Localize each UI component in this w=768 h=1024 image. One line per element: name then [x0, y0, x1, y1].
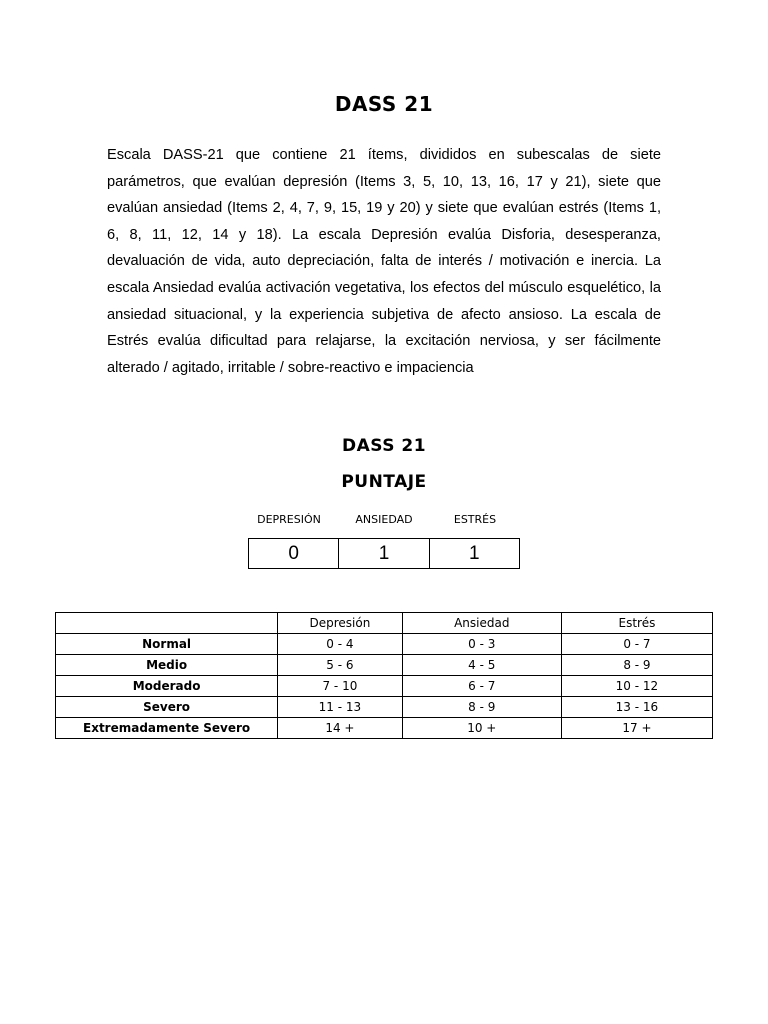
score-box	[248, 538, 520, 569]
intro-paragraph: Escala DASS-21 que contiene 21 ítems, divididos en subescalas de siete parámetros, que evalúan depresión (Items 3, 5, 10, 13, 16, 17 y 21), siete que evalúan ansiedad (Items 2, 4, 7, 9, 15, 19 y 20) y siete que evalúan estrés (Items 1, 6, 8, 11, 12, 14 y 18). La escala Depresión evalúa Disforia, desesperanza, devaluación de vida, auto depreciación, falta de interés / motivación e inercia. La escala Ansiedad evalúa activación vegetativa, los efectos del músculo esquelético, la ansiedad situacional, y la experiencia subjetiva de afecto ansioso. La escala de Estrés evalúa dificultad para relajarse, la excitación nerviosa, y ser fácilmente alterado / agitado, irritable / sobre-reactivo e impaciencia	[107, 147, 661, 376]
table-header-row	[56, 613, 713, 634]
cell-estres: 8 - 9	[561, 655, 712, 676]
score-value-ansiedad: 1	[339, 539, 429, 568]
score-header-depresion: DEPRESIÓN	[257, 513, 321, 526]
cell-ansiedad: 0 - 3	[402, 634, 561, 655]
score-value-depresion: 0	[249, 539, 339, 568]
cell-depresion: 5 - 6	[278, 655, 403, 676]
page-title: DASS 21	[334, 92, 434, 116]
score-section-subtitle: PUNTAJE	[341, 472, 427, 492]
cell-depresion: 11 - 13	[278, 697, 403, 718]
score-header-estres: ESTRÉS	[453, 513, 497, 526]
table-header-depresion: Depresión	[278, 613, 403, 634]
cell-depresion: 14 +	[278, 718, 403, 739]
table-row	[56, 655, 713, 676]
row-label: Normal	[56, 634, 278, 655]
table-row	[56, 634, 713, 655]
cell-depresion: 0 - 4	[278, 634, 403, 655]
cell-estres: 17 +	[561, 718, 712, 739]
cell-depresion: 7 - 10	[278, 676, 403, 697]
table-header-estres: Estrés	[561, 613, 712, 634]
row-label: Extremadamente Severo	[56, 718, 278, 739]
row-label: Severo	[56, 697, 278, 718]
table-header-ansiedad: Ansiedad	[402, 613, 561, 634]
score-section-title: DASS 21	[341, 436, 427, 456]
table-row	[56, 676, 713, 697]
row-label: Medio	[56, 655, 278, 676]
table-row	[56, 718, 713, 739]
cell-estres: 0 - 7	[561, 634, 712, 655]
table-header-empty	[56, 613, 278, 634]
cell-ansiedad: 6 - 7	[402, 676, 561, 697]
cell-ansiedad: 8 - 9	[402, 697, 561, 718]
cell-estres: 13 - 16	[561, 697, 712, 718]
cell-ansiedad: 10 +	[402, 718, 561, 739]
score-header-ansiedad: ANSIEDAD	[355, 513, 413, 526]
table-row	[56, 697, 713, 718]
cell-estres: 10 - 12	[561, 676, 712, 697]
row-label: Moderado	[56, 676, 278, 697]
score-value-estres: 1	[469, 542, 480, 564]
severity-ranges-table	[55, 612, 713, 739]
cell-ansiedad: 4 - 5	[402, 655, 561, 676]
